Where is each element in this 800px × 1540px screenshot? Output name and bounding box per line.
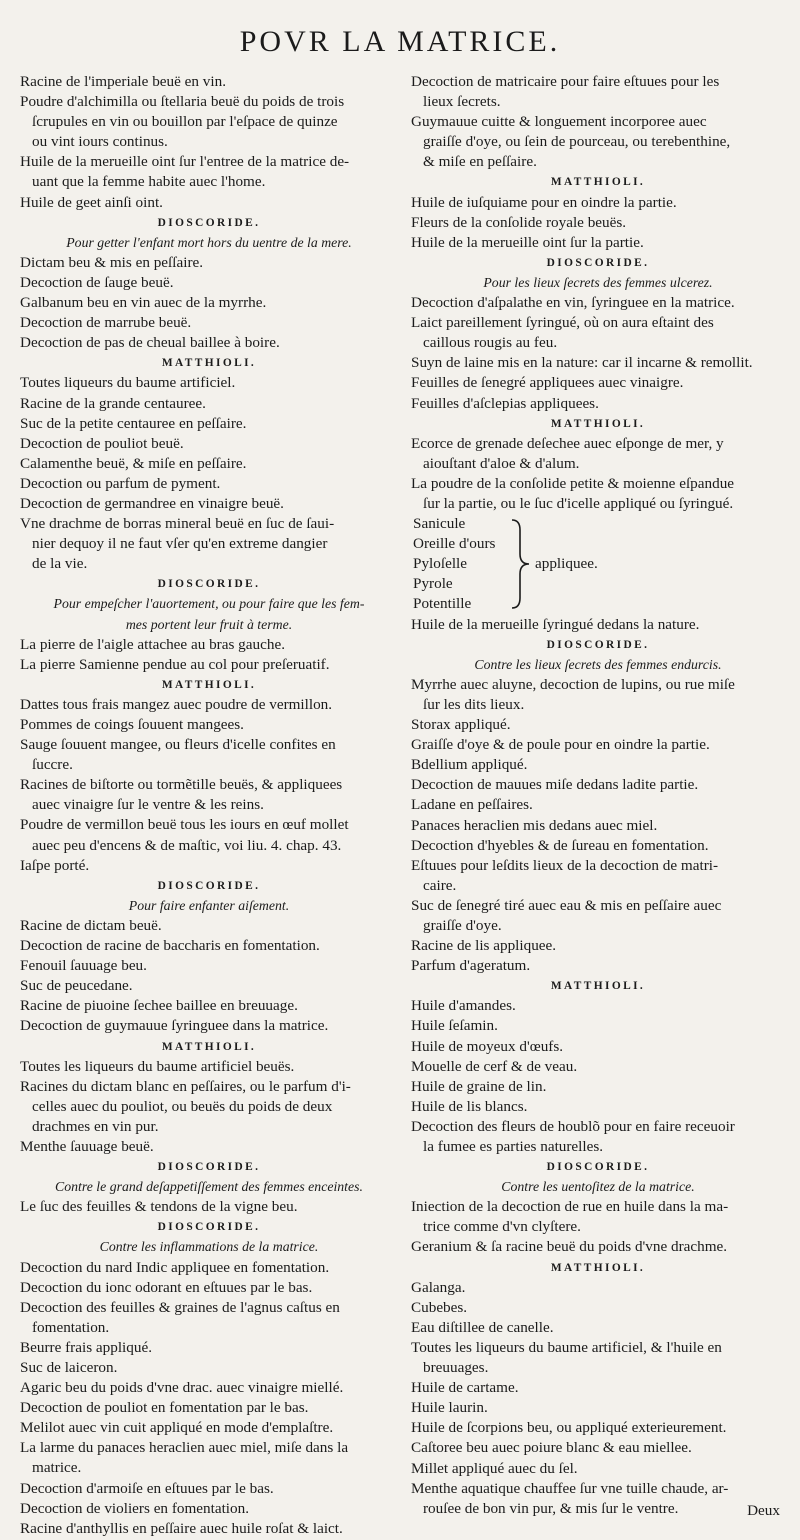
remedy-line-continuation: caillous rougis au feu. bbox=[423, 334, 558, 352]
remedy-line-continuation: & miſe en peſſaire. bbox=[423, 153, 537, 171]
remedy-line: Racine de dictam beuë. bbox=[20, 916, 162, 934]
remedy-line-continuation: nier dequoy il ne faut vſer qu'en extreme dangier bbox=[32, 535, 328, 553]
remedy-line: Toutes les liqueurs du baume artificiel, & l'huile en bbox=[411, 1338, 722, 1356]
remedy-line: Caſtoree beu auec poiure blanc & eau miellee. bbox=[411, 1439, 692, 1457]
authority-heading: MATTHIOLI. bbox=[161, 357, 257, 370]
remedy-line: Huile de cartame. bbox=[411, 1379, 519, 1397]
remedy-line: Ladane en peſſaires. bbox=[411, 796, 533, 814]
remedy-line: Menthe aquatique chauffee ſur vne tuille chaude, ar- bbox=[411, 1479, 729, 1497]
remedy-line-continuation: ou vint iours continus. bbox=[32, 133, 168, 151]
authority-heading: DIOSCORIDE. bbox=[157, 1161, 261, 1174]
rubric-heading: Contre les uentoſitez de la matrice. bbox=[501, 1179, 695, 1195]
remedy-line: Racines de biſtorte ou tormẽtille beuës, & appliquees bbox=[20, 776, 343, 794]
remedy-line: Feuilles d'aſclepias appliquees. bbox=[411, 394, 599, 412]
remedy-line: Storax appliqué. bbox=[411, 716, 511, 734]
brace-label: appliquee. bbox=[535, 555, 598, 573]
remedy-line: Laict pareillement ſyringué, où on aura eſtaint des bbox=[411, 314, 714, 332]
remedy-line: Decoction de pouliot beuë. bbox=[20, 434, 184, 452]
remedy-line: Huile de graine de lin. bbox=[411, 1077, 547, 1095]
brace-item: Sanicule bbox=[413, 515, 466, 533]
remedy-line: Feuilles de ſenegré appliquees auec vinaigre. bbox=[411, 374, 684, 392]
brace-item: Oreille d'ours bbox=[413, 535, 496, 553]
remedy-line: Eſtuues pour leſdits lieux de la decoction de matri- bbox=[411, 856, 719, 874]
authority-heading: DIOSCORIDE. bbox=[157, 578, 261, 591]
left-column bbox=[20, 72, 398, 1539]
remedy-line-continuation: lieux ſecrets. bbox=[423, 93, 501, 111]
authority-heading: DIOSCORIDE. bbox=[157, 879, 261, 892]
remedy-line-continuation: breuuages. bbox=[423, 1359, 489, 1377]
remedy-line: Huile de la merueille oint ſur l'entree de la matrice de- bbox=[20, 153, 350, 171]
remedy-line: Huile de geet ainſi oint. bbox=[20, 193, 163, 211]
remedy-line: Huile d'amandes. bbox=[411, 997, 516, 1015]
remedy-line: Decoction des feuilles & graines de l'agnus caſtus en bbox=[20, 1298, 340, 1316]
remedy-line: Toutes liqueurs du baume artificiel. bbox=[20, 374, 236, 392]
rubric-heading: Pour les lieux ſecrets des femmes ulcerez. bbox=[483, 274, 713, 290]
remedy-line: Racines du dictam blanc en peſſaires, ou le parfum d'i- bbox=[20, 1077, 351, 1095]
remedy-line: Calamenthe beuë, & miſe en peſſaire. bbox=[20, 454, 247, 472]
remedy-line-continuation: la fumee es parties naturelles. bbox=[423, 1138, 604, 1155]
remedy-line-continuation: matrice. bbox=[32, 1459, 82, 1477]
remedy-line: Iaſpe porté. bbox=[20, 856, 90, 874]
remedy-line: Menthe ſauuage beuë. bbox=[20, 1137, 154, 1155]
authority-heading: MATTHIOLI. bbox=[550, 176, 646, 189]
remedy-line: Decoction du nard Indic appliquee en fomentation. bbox=[20, 1258, 330, 1276]
remedy-line-continuation: ſur les dits lieux. bbox=[423, 695, 525, 713]
remedy-line: Graiſſe d'oye & de poule pour en oindre la partie. bbox=[411, 736, 710, 754]
remedy-line: Racine de la grande centauree. bbox=[20, 394, 206, 412]
remedy-line: Decoction d'hyebles & de ſureau en fomentation. bbox=[411, 836, 709, 854]
remedy-line-continuation: caire. bbox=[423, 876, 457, 894]
remedy-line: Racine de l'imperiale beuë en vin. bbox=[20, 73, 226, 90]
remedy-line: Decoction des fleurs de houblõ pour en faire receuoir bbox=[411, 1117, 735, 1135]
remedy-line: Decoction de germandree en vinaigre beuë. bbox=[20, 494, 284, 512]
remedy-line: Cubebes. bbox=[411, 1298, 468, 1316]
remedy-line: Sauge ſouuent mangee, ou fleurs d'icelle confites en bbox=[20, 736, 336, 754]
remedy-line: Suc de ſenegré tiré auec eau & mis en peſſaire auec bbox=[411, 896, 722, 914]
remedy-line-continuation: rouſee de bon vin pur, & mis ſur le ventre. bbox=[423, 1499, 679, 1517]
curly-brace-icon bbox=[509, 518, 531, 610]
remedy-line-continuation: ſuccre. bbox=[32, 756, 73, 774]
remedy-line: Geranium & ſa racine beuë du poids d'vne drachme. bbox=[411, 1238, 728, 1256]
remedy-line: La pierre Samienne pendue au col pour preſeruatif. bbox=[20, 655, 330, 673]
remedy-line: Racine de piuoine ſechee baillee en breuuage. bbox=[20, 997, 298, 1015]
remedy-line: Decoction de marrube beuë. bbox=[20, 314, 192, 332]
authority-heading: DIOSCORIDE. bbox=[157, 1221, 261, 1234]
authority-heading: MATTHIOLI. bbox=[161, 1040, 257, 1053]
remedy-line: Bdellium appliqué. bbox=[411, 756, 528, 774]
brace-item: Pyloſelle bbox=[413, 555, 467, 573]
rubric-heading: Contre le grand deſappetiſſement des femmes enceintes. bbox=[55, 1179, 363, 1195]
remedy-line: Decoction de ſauge beuë. bbox=[20, 273, 174, 291]
remedy-line: Panaces heraclien mis dedans auec miel. bbox=[411, 816, 658, 834]
remedy-line: Decoction de pouliot en fomentation par le bas. bbox=[20, 1399, 309, 1417]
remedy-line: La poudre de la conſolide petite & moienne eſpandue bbox=[411, 474, 735, 492]
remedy-line-continuation: fomentation. bbox=[32, 1318, 110, 1336]
remedy-line: Parfum d'ageratum. bbox=[411, 957, 531, 975]
remedy-line: Melilot auec vin cuit appliqué en mode d'emplaſtre. bbox=[20, 1419, 334, 1437]
remedy-line: Decoction de mauues miſe dedans ladite partie. bbox=[411, 776, 699, 794]
authority-heading: DIOSCORIDE. bbox=[546, 256, 650, 269]
remedy-line: Racine de lis appliquee. bbox=[411, 937, 557, 955]
remedy-line: Mouelle de cerf & de veau. bbox=[411, 1057, 578, 1075]
remedy-line: Racine d'anthyllis en peſſaire auec huile roſat & laict. bbox=[20, 1519, 343, 1537]
remedy-line: Huile de moyeux d'œufs. bbox=[411, 1037, 564, 1055]
remedy-line: Suc de laiceron. bbox=[20, 1359, 118, 1376]
brace-item: Pyrole bbox=[413, 575, 453, 593]
remedy-line: Decoction ou parfum de pyment. bbox=[20, 474, 221, 492]
remedy-line: Decoction du ionc odorant en eſtuues par le bas. bbox=[20, 1278, 313, 1296]
authority-heading: DIOSCORIDE. bbox=[546, 1161, 650, 1174]
brace-group bbox=[411, 514, 785, 615]
remedy-line: Fenouil ſauuage beu. bbox=[20, 957, 147, 975]
running-title: POVR LA MATRICE. bbox=[239, 25, 561, 58]
remedy-line: Le ſuc des feuilles & tendons de la vigne beu. bbox=[20, 1198, 298, 1216]
remedy-line: Poudre de vermillon beuë tous les iours en œuf mollet bbox=[20, 816, 349, 834]
remedy-line: Toutes les liqueurs du baume artificiel beuës. bbox=[20, 1057, 295, 1075]
remedy-line: Suyn de laine mis en la nature: car il incarne & remollit. bbox=[411, 354, 753, 372]
rubric-heading: Contre les lieux ſecrets des femmes endurcis. bbox=[474, 656, 722, 672]
remedy-line: Decoction de guymauue ſyringuee dans la matrice. bbox=[20, 1017, 329, 1035]
rubric-heading: Contre les inflammations de la matrice. bbox=[99, 1239, 319, 1255]
remedy-line: Galanga. bbox=[411, 1278, 466, 1296]
catchword: Deux bbox=[747, 1502, 780, 1519]
remedy-line: Huile de lis blancs. bbox=[411, 1097, 528, 1115]
rubric-heading: Pour getter l'enfant mort hors du uentre de la mere. bbox=[66, 234, 352, 250]
remedy-line: Suc de la petite centauree en peſſaire. bbox=[20, 414, 247, 432]
remedy-line: Agaric beu du poids d'vne drac. auec vinaigre miellé. bbox=[20, 1379, 344, 1397]
remedy-line-continuation: uant que la femme habite auec l'home. bbox=[32, 173, 266, 191]
remedy-line: Decoction de violiers en fomentation. bbox=[20, 1499, 250, 1517]
remedy-line-continuation: auec vinaigre ſur le ventre & les reins. bbox=[32, 796, 264, 814]
remedy-line-continuation: aiouſtant d'aloe & d'alum. bbox=[423, 454, 580, 472]
remedy-line: Guymauue cuitte & longuement incorporee auec bbox=[411, 113, 707, 131]
remedy-line: Fleurs de la conſolide royale beuës. bbox=[411, 213, 627, 231]
remedy-line: Decoction de pas de cheual baillee à boire. bbox=[20, 334, 280, 352]
remedy-line: Huile ſeſamin. bbox=[411, 1017, 498, 1035]
remedy-line-continuation: ſur la partie, ou le ſuc d'icelle appliqué ou ſyringué. bbox=[423, 494, 734, 512]
authority-heading: DIOSCORIDE. bbox=[546, 638, 650, 651]
remedy-line-continuation: trice comme d'vn clyſtere. bbox=[423, 1218, 581, 1236]
remedy-line: Huile de iuſquiame pour en oindre la partie. bbox=[411, 193, 677, 211]
remedy-line: Ecorce de grenade deſechee auec eſponge de mer, y bbox=[411, 434, 724, 452]
remedy-line: Huile de la merueille oint ſur la partie. bbox=[411, 233, 644, 251]
remedy-line-continuation: graiſſe d'oye. bbox=[423, 916, 502, 934]
remedy-line: Dictam beu & mis en peſſaire. bbox=[20, 253, 204, 271]
remedy-line-continuation: celles auec du pouliot, ou beuës du poids de deux bbox=[32, 1097, 333, 1115]
brace-item: Potentille bbox=[413, 595, 472, 613]
remedy-line: Suc de peucedane. bbox=[20, 977, 133, 995]
remedy-line: Decoction d'armoiſe en eſtuues par le bas. bbox=[20, 1479, 274, 1497]
authority-heading: MATTHIOLI. bbox=[550, 980, 646, 993]
right-column bbox=[411, 72, 785, 1519]
rubric-heading: Pour faire enfanter aiſement. bbox=[128, 897, 290, 913]
remedy-line-continuation: ſcrupules en vin ou bouillon par l'eſpace de quinze bbox=[32, 113, 338, 131]
remedy-line: Galbanum beu en vin auec de la myrrhe. bbox=[20, 294, 267, 312]
remedy-line: Huile de ſcorpions beu, ou appliqué exterieurement. bbox=[411, 1419, 727, 1437]
remedy-line: Millet appliqué auec du ſel. bbox=[411, 1459, 578, 1477]
rubric-heading: mes portent leur fruit à terme. bbox=[125, 616, 293, 632]
remedy-line: Iniection de la decoction de rue en huile dans la ma- bbox=[411, 1198, 729, 1216]
remedy-line: Poudre d'alchimilla ou ſtellaria beuë du poids de trois bbox=[20, 93, 345, 111]
authority-heading: DIOSCORIDE. bbox=[157, 216, 261, 229]
remedy-line: Pommes de coings ſouuent mangees. bbox=[20, 716, 244, 733]
remedy-line: Decoction de racine de baccharis en fomentation. bbox=[20, 937, 320, 955]
remedy-line: Vne drachme de borras mineral beuë en ſuc de ſaui- bbox=[20, 515, 335, 533]
remedy-line: Decoction d'aſpalathe en vin, ſyringuee en la matrice. bbox=[411, 294, 735, 312]
rubric-heading: Pour empeſcher l'auortement, ou pour faire que les fem- bbox=[53, 596, 365, 612]
remedy-line-continuation: drachmes en vin pur. bbox=[32, 1117, 159, 1135]
remedy-line: Decoction de matricaire pour faire eſtuues pour les bbox=[411, 73, 720, 90]
remedy-line: Huile laurin. bbox=[411, 1399, 488, 1417]
remedy-line-continuation: graiſſe d'oye, ou ſein de pourceau, ou terebenthine, bbox=[423, 133, 731, 151]
remedy-line-continuation: de la vie. bbox=[32, 555, 88, 573]
remedy-line: Myrrhe auec aluyne, decoction de lupins, ou rue miſe bbox=[411, 675, 735, 693]
remedy-line: La larme du panaces heraclien auec miel, miſe dans la bbox=[20, 1439, 349, 1457]
remedy-line: Beurre frais appliqué. bbox=[20, 1338, 152, 1356]
remedy-line: Dattes tous frais mangez auec poudre de vermillon. bbox=[20, 695, 333, 713]
authority-heading: MATTHIOLI. bbox=[550, 417, 646, 430]
authority-heading: MATTHIOLI. bbox=[550, 1261, 646, 1274]
authority-heading: MATTHIOLI. bbox=[161, 678, 257, 691]
remedy-line-continuation: auec peu d'encens & de maſtic, voi liu. 4. chap. 43. bbox=[32, 836, 342, 854]
remedy-line: La pierre de l'aigle attachee au bras gauche. bbox=[20, 635, 285, 653]
remedy-line: Eau diſtillee de canelle. bbox=[411, 1318, 554, 1336]
remedy-line: Huile de la merueille ſyringué dedans la nature. bbox=[411, 615, 700, 633]
